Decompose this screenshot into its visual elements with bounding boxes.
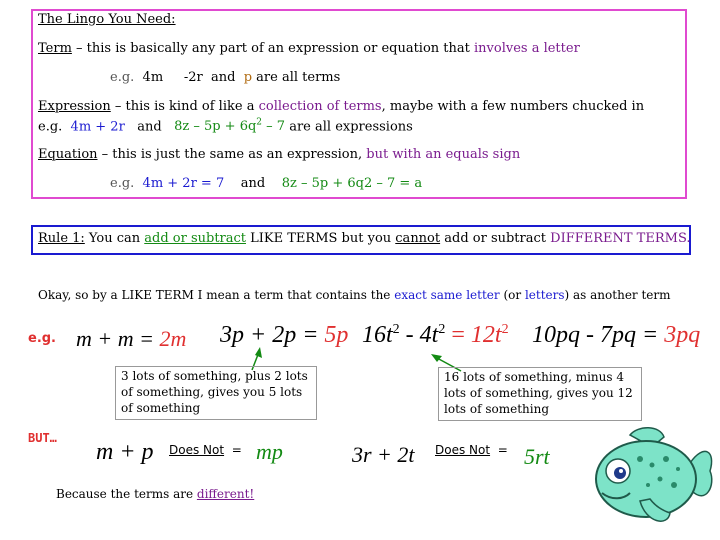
- example-3-sup-a: 2: [392, 322, 400, 337]
- like-term-text-1: Okay, so by a LIKE TERM I mean a term that contains the: [38, 288, 395, 302]
- example-3-sup-c: 2: [501, 322, 509, 337]
- example-3-equals: =: [445, 322, 471, 348]
- term-highlight: involves a letter: [474, 41, 580, 56]
- expression-eg-2-sup: 2: [256, 118, 263, 128]
- term-word: Term: [38, 41, 72, 56]
- example-3-rhs: 12t: [470, 322, 502, 348]
- eg-label: e.g.: [38, 119, 63, 135]
- like-term-text-2: (or: [499, 288, 525, 302]
- does-not-2: [435, 443, 508, 457]
- expression-highlight: collection of terms: [258, 99, 382, 114]
- example-1-rhs: 2m: [159, 326, 187, 351]
- note-1: 3 lots of something, plus 2 lots of something, gives you 5 lots of something: [115, 366, 317, 420]
- expression-eg-2: 8z – 5p + 6q: [174, 119, 257, 135]
- like-term-text-3: ) as another term: [564, 288, 671, 302]
- does-not-1: [169, 443, 242, 457]
- term-eg-suffix: are all terms: [256, 70, 341, 85]
- example-3-a: 16t: [362, 322, 393, 348]
- example-1-lhs: m + m =: [76, 326, 160, 351]
- because-different: different!: [196, 487, 255, 501]
- rule-text-3: add or subtract: [440, 231, 551, 246]
- rule-different: DIFFERENT TERMS.: [550, 231, 691, 246]
- term-eg-1: 4m: [142, 70, 164, 85]
- expression-eg-2-tail: – 7: [262, 119, 286, 135]
- expression-text2: , maybe with a few numbers chucked in: [381, 99, 645, 114]
- page-title: The Lingo You Need:: [38, 12, 176, 27]
- but-result-2: [524, 444, 550, 470]
- eg-label: e.g.: [110, 70, 135, 85]
- because-text: [56, 487, 254, 501]
- equation-text: – this is just the same as an expression,: [97, 147, 367, 162]
- does-not-2-label: Does Not: [435, 443, 491, 457]
- term-eg-3: p: [243, 70, 253, 85]
- but-example-1-expr: m + p: [96, 439, 154, 465]
- example-2-lhs: 3p + 2p =: [220, 322, 325, 348]
- eg-marker: e.g.: [28, 331, 56, 346]
- example-4-lhs: 10pq - 7pq =: [532, 322, 665, 348]
- equation-eg-and: and: [240, 176, 266, 191]
- expression-word: Expression: [38, 99, 111, 114]
- expression-eg-and: and: [137, 119, 162, 135]
- does-not-1-eq: =: [231, 443, 242, 457]
- note-2: 16 lots of something, minus 4 lots of something, gives you 12 lots of something: [438, 367, 642, 421]
- eg-label: e.g.: [110, 176, 135, 191]
- like-term-exact: exact same letter: [394, 288, 500, 302]
- cartoon-fish-icon: [590, 423, 718, 538]
- term-text: – this is basically any part of an expression or equation that: [71, 41, 474, 56]
- equation-highlight: but with an equals sign: [366, 147, 521, 162]
- expression-text: – this is kind of like a: [110, 99, 259, 114]
- but-result-1-expr: mp: [256, 439, 283, 464]
- because-text-main: Because the terms are: [56, 487, 197, 501]
- equation-eg-2: 8z – 5p + 6q2 – 7 = a: [281, 176, 423, 191]
- rule-cannot: cannot: [395, 231, 441, 246]
- but-example-1: [96, 439, 154, 466]
- example-2-rhs: 5p: [324, 322, 349, 348]
- but-result-1: [256, 439, 283, 465]
- example-3-b: - 4t: [399, 322, 439, 348]
- but-example-2: [352, 442, 415, 468]
- equation-eg-1: 4m + 2r = 7: [142, 176, 225, 191]
- but-result-2-expr: 5rt: [524, 444, 550, 469]
- expression-eg-suffix: are all expressions: [289, 119, 413, 135]
- rule-label: Rule 1:: [38, 231, 85, 246]
- term-eg-and: and: [210, 70, 236, 85]
- equation-word: Equation: [38, 147, 98, 162]
- rule-text-2: LIKE TERMS but you: [246, 231, 396, 246]
- term-eg-2: -2r: [183, 70, 203, 85]
- does-not-1-label: Does Not: [169, 443, 225, 457]
- like-term-letters: letters: [524, 288, 565, 302]
- expression-eg-1: 4m + 2r: [70, 119, 125, 135]
- but-label: BUT…: [28, 431, 57, 445]
- does-not-2-eq: =: [497, 443, 508, 457]
- example-4-rhs: 3pq: [664, 322, 701, 348]
- but-example-2-expr: 3r + 2t: [352, 442, 415, 467]
- rule-text-1: You can: [84, 231, 145, 246]
- rule-add: add or subtract: [144, 231, 247, 246]
- example-3-sup-b: 2: [438, 322, 446, 337]
